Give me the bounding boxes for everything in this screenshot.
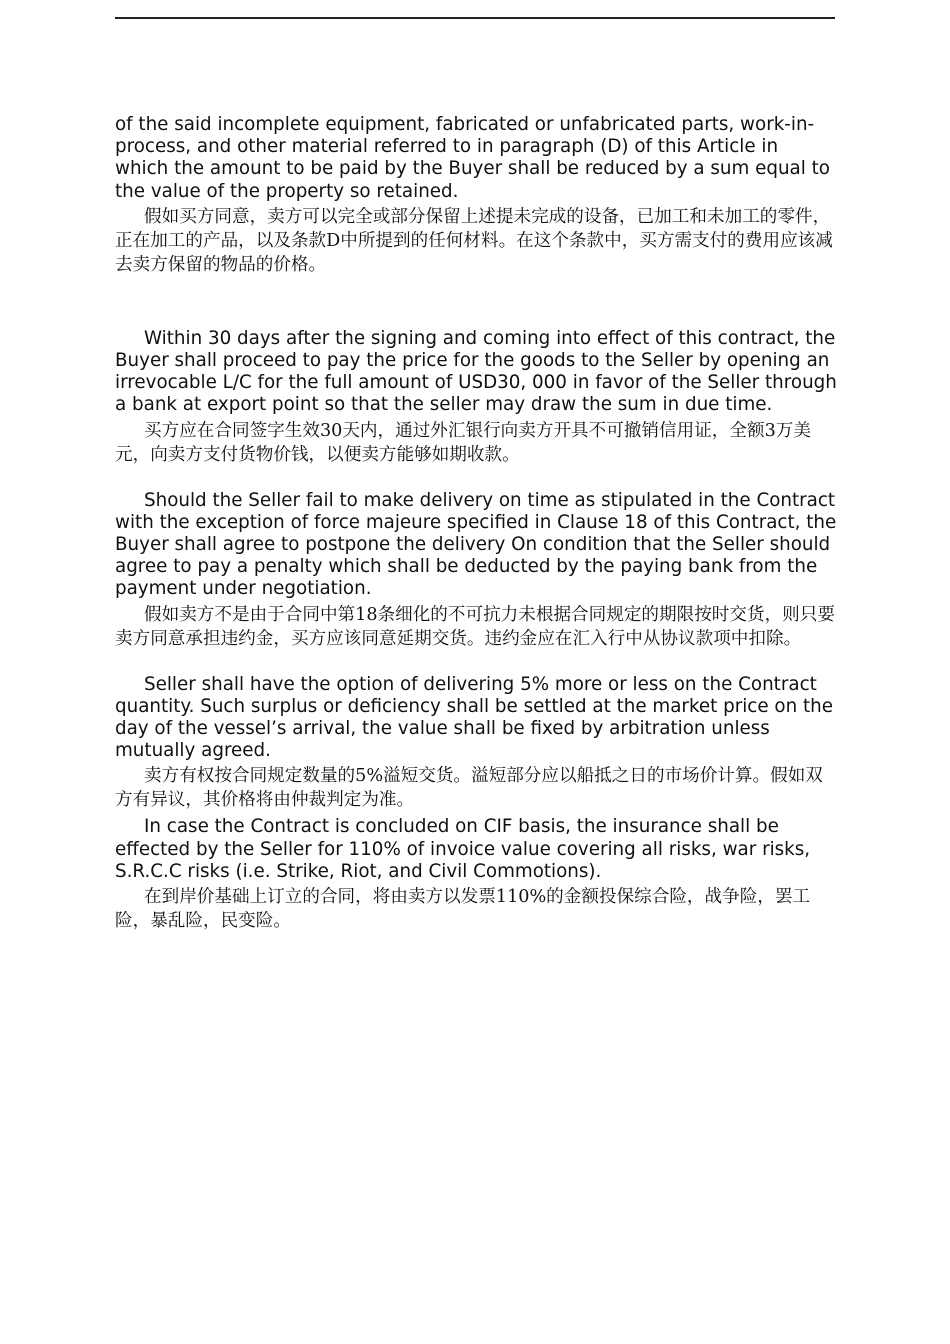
header-rule	[115, 17, 835, 19]
paragraph-late-delivery-zh: 假如卖方不是由于合同中第18条细化的不可抗力未根据合同规定的期限按时交货，则只要卖方同意承担违约金，买方应该同意延期交货。违约金应在汇入行中从协议款项中扣除。	[115, 604, 835, 649]
paragraph-retained-property-zh: 假如买方同意，卖方可以完全或部分保留上述提未完成的设备，已加工和未加工的零件，正在加工的产品，以及条款D中所提到的任何材料。在这个条款中，买方需支付的费用应该减去卖方保留的物品的价格。	[115, 206, 833, 275]
paragraph-quantity-tolerance-en: Seller shall have the option of delivering 5% more or less on the Contract quantity. Such surplus or deficiency shall be settled at the market price on the day of the vessel’s arrival, the value shall be fixed by arbitration unless mutually agreed.	[115, 673, 833, 762]
paragraph-late-delivery-en: Should the Seller fail to make delivery on time as stipulated in the Contract with the exception of force majeure specified in Clause 18 of this Contract, the Buyer shall agree to postpone the delivery On condition that the Seller should agree to pay a penalty which shall be deducted by the paying bank from the payment under negotiation.	[115, 489, 837, 600]
paragraph-payment-en: Within 30 days after the signing and coming into effect of this contract, the Buyer shall proceed to pay the price for the goods to the Seller by opening an irrevocable L/C for the full amount of USD30, 000 in favor of the Seller through a bank at export point so that the seller may draw the sum in due time.	[115, 327, 837, 416]
paragraph-payment-zh: 买方应在合同签字生效30天内，通过外汇银行向卖方开具不可撤销信用证，全额3万美元，向卖方支付货物价钱，以便卖方能够如期收款。	[115, 420, 811, 465]
document-body	[115, 114, 837, 933]
paragraph-quantity-tolerance-zh: 卖方有权按合同规定数量的5%溢短交货。溢短部分应以船抵之日的市场价计算。假如双方有异议，其价格将由仲裁判定为准。	[115, 766, 823, 811]
paragraph-insurance-en: In case the Contract is concluded on CIF basis, the insurance shall be effected by the Seller for 110% of invoice value covering all risks, war risks, S.R.C.C risks (i.e. Strike, Riot, and Civil Commotions).	[115, 816, 811, 882]
paragraph-retained-property-en: of the said incomplete equipment, fabricated or unfabricated parts, work-in-process, and other material referred to in paragraph (D) of this Article in which the amount to be paid by the Buyer shall be reduced by a sum equal to the value of the property so retained.	[115, 114, 830, 202]
paragraph-insurance-zh: 在到岸价基础上订立的合同，将由卖方以发票110%的金额投保综合险，战争险，罢工险，暴乱险，民变险。	[115, 887, 811, 932]
